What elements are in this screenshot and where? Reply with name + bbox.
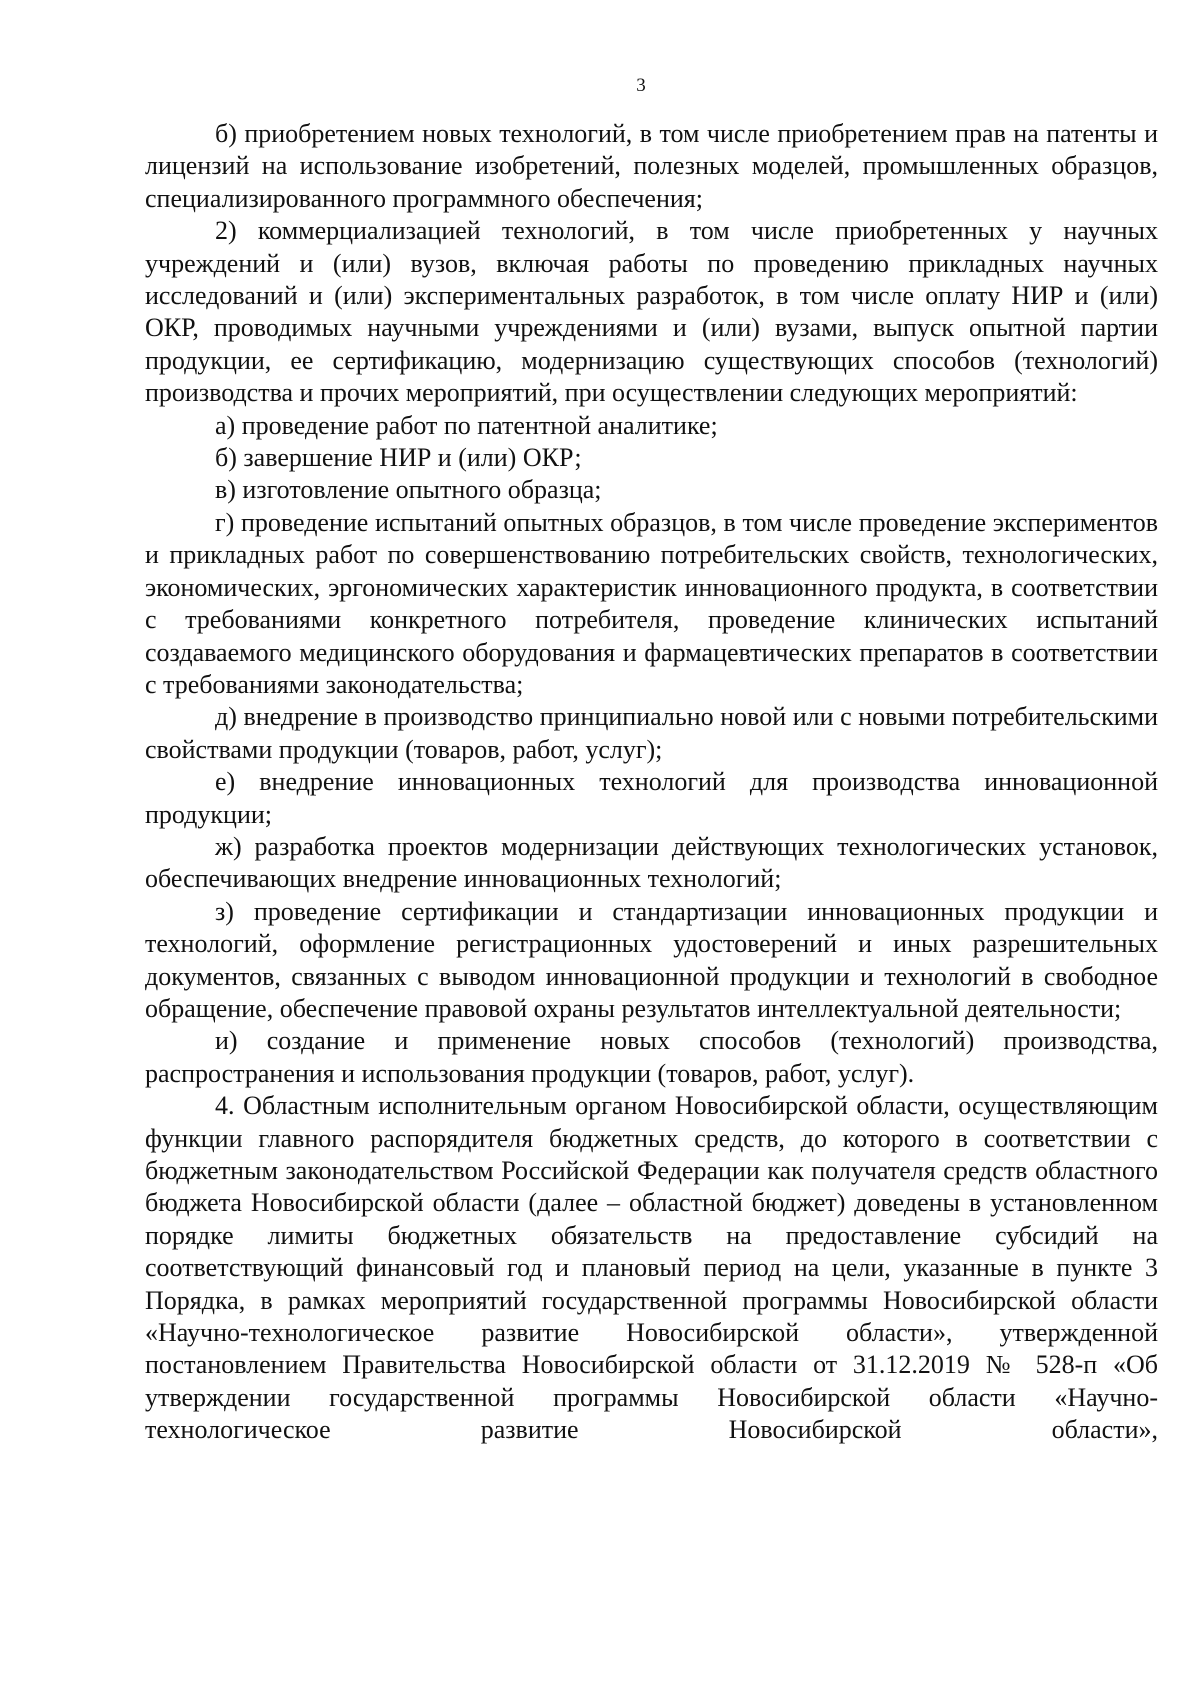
paragraph-d-production-implementation: д) внедрение в производство принципиально новой или с новыми потребительскими свойствами продукции (товаров, работ, услуг); <box>145 702 1158 764</box>
paragraph-b-rnd-completion: б) завершение НИР и (или) ОКР; <box>215 443 582 473</box>
paragraph-1b-new-technologies: б) приобретением новых технологий, в том числе приобретением прав на патенты и лицензий на использование изобретений, полезных моделей, промышленных образцов, специализированного программного обеспечения; <box>145 119 1158 213</box>
document-body <box>145 118 1158 1447</box>
page-number: 3 <box>636 75 646 96</box>
paragraph-v-prototype: в) изготовление опытного образца; <box>215 475 602 505</box>
paragraph-i-new-methods: и) создание и применение новых способов (технологий) производства, распространения и использования продукции (товаров, работ, услуг). <box>145 1026 1158 1088</box>
paragraph-g-testing: г) проведение испытаний опытных образцов, в том числе проведение экспериментов и прикладных работ по совершенствованию потребительских свойств, технологических, экономических, эргономических характеристик инновационного продукта, в соответствии с требованиями конкретного потребителя, проведение клинических испытаний создаваемого медицинского оборудования и фармацевтических препаратов в соответствии с требованиями законодательства; <box>145 507 1158 699</box>
paragraph-4-executive-body: 4. Областным исполнительным органом Новосибирской области, осуществляющим функции главного распорядителя бюджетных средств, до которого в соответствии с бюджетным законодательством Российской Федерации как получателя средств областного бюджета Новосибирской области (далее – областной бюджет) доведены в установленном порядке лимиты бюджетных обязательств на предоставление субсидий на соответствующий финансовый год и плановый период на цели, указанные в пункте 3 Порядка, в рамках мероприятий государственной программы Новосибирской области «Научно-технологическое развитие Новосибирской области», утвержденной постановлением Правительства Новосибирской области от 31.12.2019 № 528-п «Об утверждении государственной программы Новосибирской области «Научно-технологическое развитие Новосибирской области», <box>145 1091 1158 1445</box>
paragraph-2-commercialization: 2) коммерциализацией технологий, в том числе приобретенных у научных учреждений и (или) вузов, включая работы по проведению прикладных научных исследований и (или) экспериментальных разработок, в том числе оплату НИР и (или) ОКР, проводимых научными учреждениями и (или) вузами, выпуск опытной партии продукции, ее сертификацию, модернизацию существующих способов (технологий) производства и прочих мероприятий, при осуществлении следующих мероприятий: <box>145 216 1158 408</box>
paragraph-zh-modernization-projects: ж) разработка проектов модернизации действующих технологических установок, обеспечивающих внедрение инновационных технологий; <box>145 831 1158 894</box>
paragraph-z-certification: з) проведение сертификации и стандартизации инновационных продукции и технологий, оформление регистрационных удостоверений и иных разрешительных документов, связанных с выводом инновационной продукции и технологий в свободное обращение, обеспечение правовой охраны результатов интеллектуальной деятельности; <box>145 896 1158 1023</box>
paragraph-a-patent-analytics: а) проведение работ по патентной аналитике; <box>215 410 718 440</box>
paragraph-e-innovative-technologies: е) внедрение инновационных технологий для производства инновационной продукции; <box>145 767 1158 829</box>
